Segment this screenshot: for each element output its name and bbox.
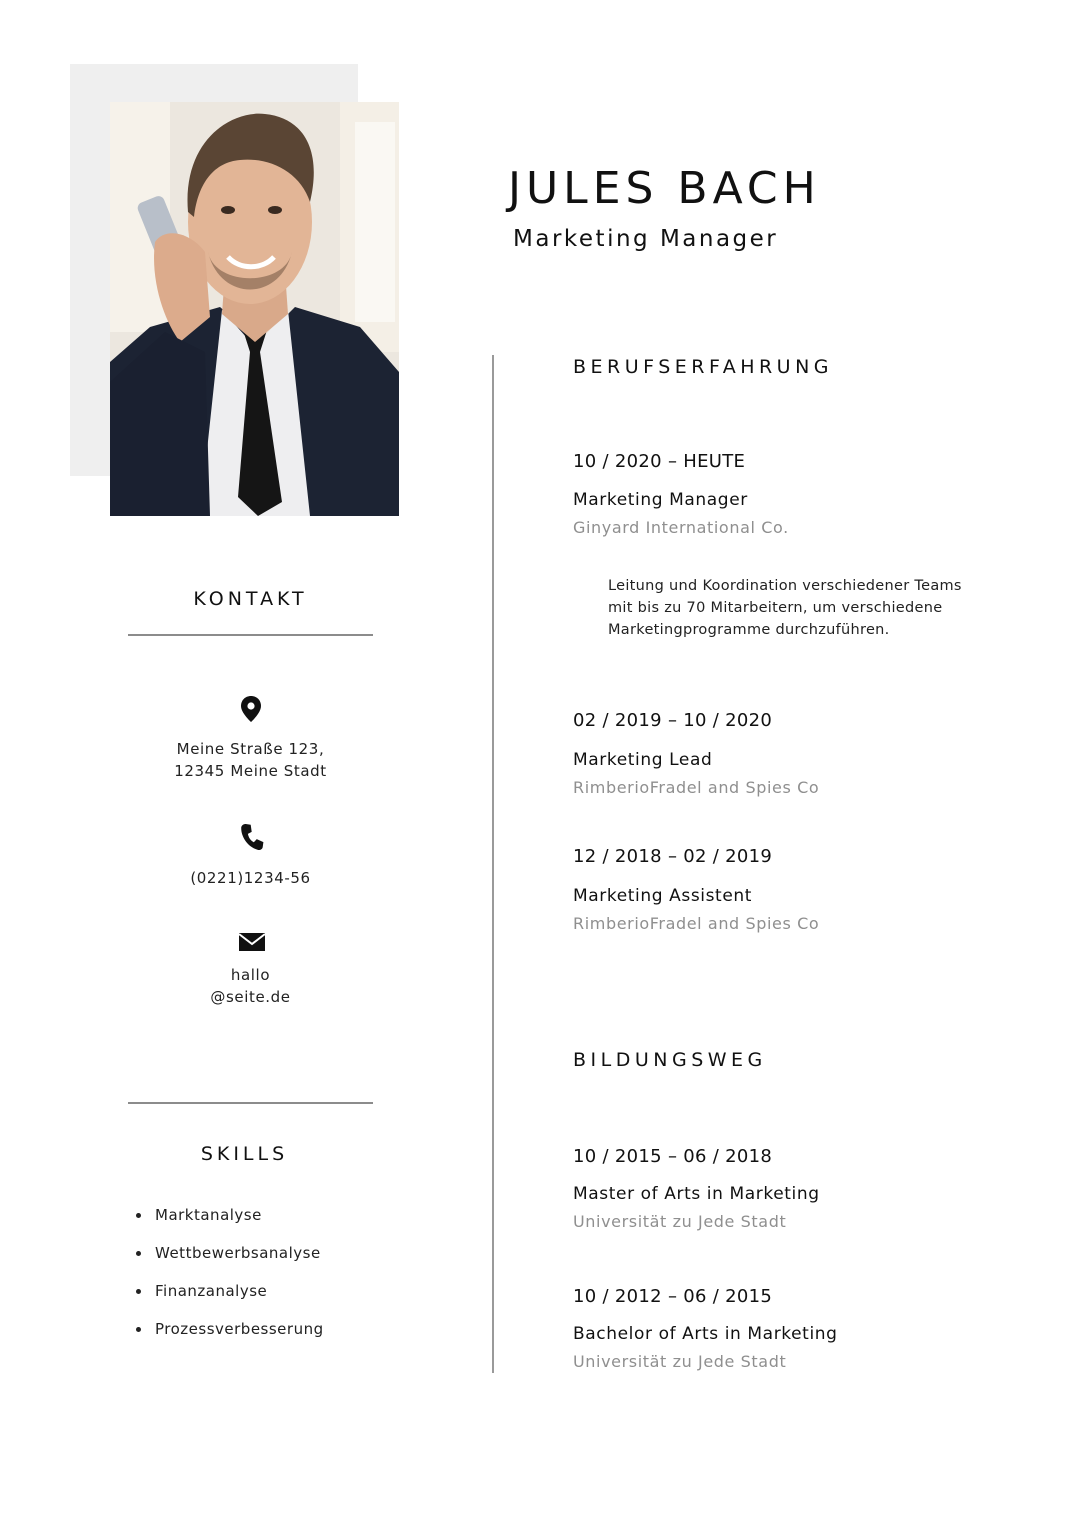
experience-date: 02 / 2019 – 10 / 2020 bbox=[573, 710, 773, 731]
contact-heading: KONTAKT bbox=[193, 588, 308, 610]
skill-item: Wettbewerbsanalyse bbox=[133, 1241, 393, 1279]
profile-photo bbox=[110, 102, 399, 516]
education-degree: Bachelor of Arts in Marketing bbox=[573, 1324, 838, 1344]
contact-email bbox=[128, 964, 373, 1008]
experience-company: RimberioFradel and Spies Co bbox=[573, 778, 820, 797]
experience-position: Marketing Lead bbox=[573, 750, 713, 770]
location-pin-icon bbox=[236, 694, 266, 724]
experience-description: Leitung und Koordination verschiedener Teams mit bis zu 70 Mitarbeitern, um verschiedene Marketingprogramme durchzuführen. bbox=[608, 578, 962, 638]
candidate-role: Marketing Manager bbox=[513, 226, 779, 252]
education-degree: Master of Arts in Marketing bbox=[573, 1184, 820, 1204]
skills-list bbox=[133, 1203, 393, 1355]
skills-divider bbox=[128, 1102, 373, 1104]
candidate-name: JULES BACH bbox=[508, 163, 821, 214]
contact-divider bbox=[128, 634, 373, 636]
email-line-2: @seite.de bbox=[210, 988, 291, 1006]
experience-company: RimberioFradel and Spies Co bbox=[573, 914, 820, 933]
email-line-1: hallo bbox=[230, 966, 271, 984]
skills-heading: SKILLS bbox=[200, 1143, 289, 1165]
education-heading: BILDUNGSWEG bbox=[573, 1049, 767, 1071]
contact-address bbox=[128, 738, 373, 782]
education-school: Universität zu Jede Stadt bbox=[573, 1212, 787, 1231]
skill-item: Finanzanalyse bbox=[133, 1279, 393, 1317]
skill-item: Marktanalyse bbox=[133, 1203, 393, 1241]
mail-icon bbox=[237, 927, 267, 957]
skill-item: Prozessverbesserung bbox=[133, 1317, 393, 1355]
education-date: 10 / 2012 – 06 / 2015 bbox=[573, 1286, 773, 1307]
contact-phone: (0221)1234-56 bbox=[190, 869, 311, 887]
experience-position: Marketing Assistent bbox=[573, 886, 753, 906]
address-line-2: 12345 Meine Stadt bbox=[174, 762, 327, 780]
phone-icon bbox=[237, 822, 267, 852]
experience-company: Ginyard International Co. bbox=[573, 518, 789, 537]
experience-position: Marketing Manager bbox=[573, 490, 748, 510]
education-date: 10 / 2015 – 06 / 2018 bbox=[573, 1146, 773, 1167]
experience-heading: BERUFSERFAHRUNG bbox=[573, 356, 834, 378]
experience-date: 12 / 2018 – 02 / 2019 bbox=[573, 846, 773, 867]
education-school: Universität zu Jede Stadt bbox=[573, 1352, 787, 1371]
column-divider bbox=[492, 355, 494, 1373]
experience-date: 10 / 2020 – HEUTE bbox=[573, 451, 746, 472]
address-line-1: Meine Straße 123, bbox=[176, 740, 325, 758]
